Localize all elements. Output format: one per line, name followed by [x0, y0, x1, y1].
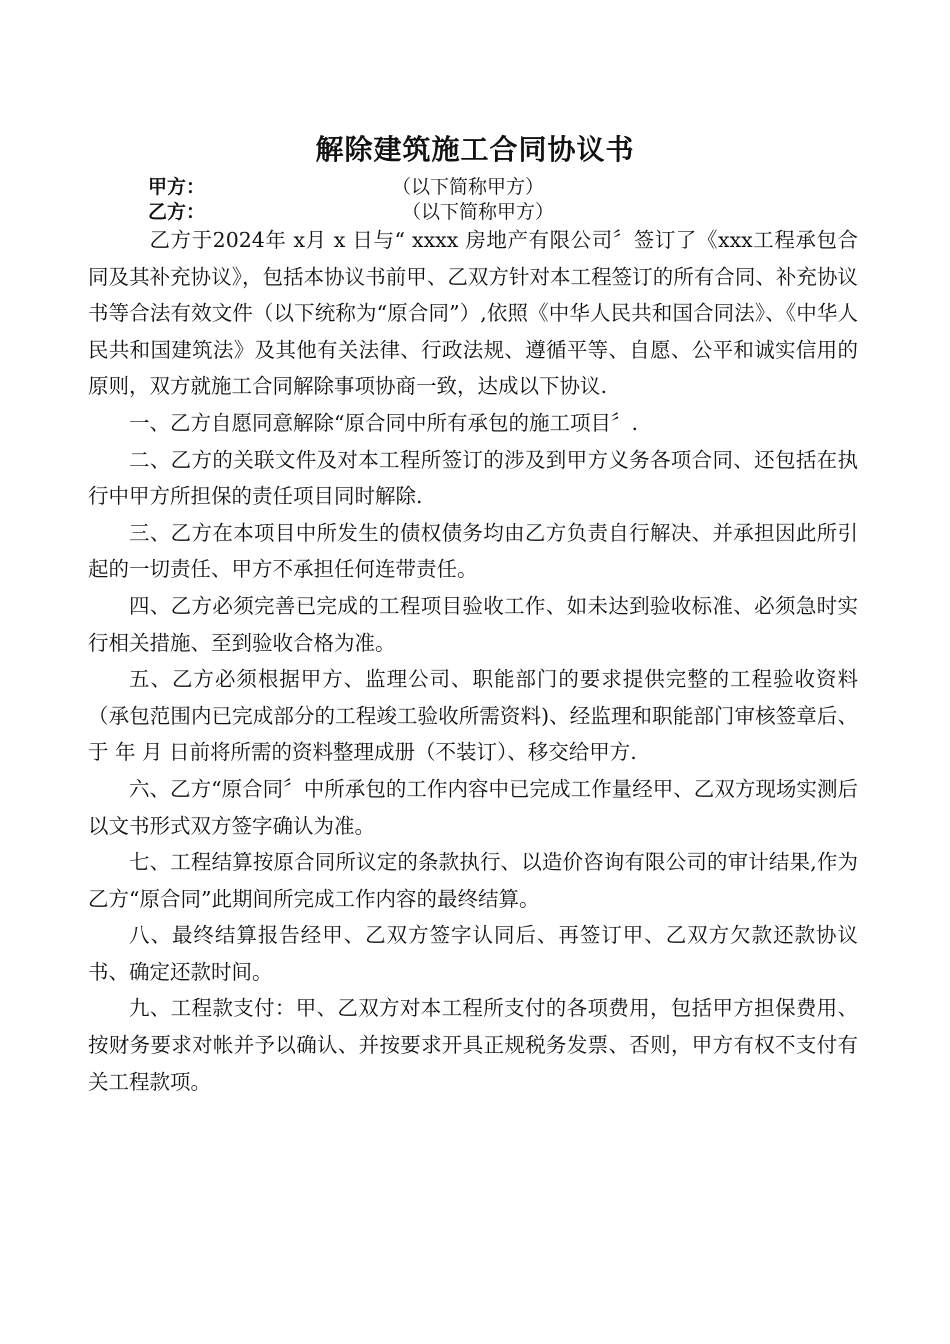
document-title: 解除建筑施工合同协议书: [315, 133, 635, 166]
document-body: [88, 222, 858, 1100]
clause-9: 九、工程款支付：甲、乙双方对本工程所支付的各项费用，包括甲方担保费用、按财务要求对帐并予以确认、并按要求开具正规税务发票、否则，甲方有权不支付有关工程款项。: [88, 996, 858, 1094]
party-a-note: （以下简称甲方）: [392, 176, 545, 198]
clause-5: 五、乙方必须根据甲方、监理公司、职能部门的要求提供完整的工程验收资料（承包范围内已完成部分的工程竣工验收所需资料)、经监理和职能部门审核签章后、 于 年 月 日前将所需的资料整理成册（不装订）、移交给甲方.: [88, 667, 858, 765]
clause-8: 八、最终结算报告经甲、乙双方签字认同后、再签订甲、乙双方欠款还款协议书、确定还款时间。: [88, 923, 858, 984]
clause-3: 三、乙方在本项目中所发生的债权债务均由乙方负责自行解决、并承担因此所引起的一切责任、甲方不承担任何连带责任。: [88, 520, 858, 582]
party-b-label: 乙方：: [148, 201, 206, 223]
clause-1: 一、乙方自愿同意解除“原合同中所有承包的施工项目〞.: [129, 410, 638, 435]
intro-paragraph: 乙方于2024年 x月 x 日与“ xxxx 房地产有限公司〞签订了《xxx工程承包合同及其补充协议》，包括本协议书前甲、乙双方针对本工程签订的所有合同、补充协议书等合法有效文件（以下统称为“原合同”）,依照《中华人民共和国合同法》、《中华人民共和国建筑法》及其他有关法律、行政法规、遵循平等、自愿、公平和诚实信用的原则，双方就施工合同解除事项协商一致，达成以下协议.: [88, 228, 858, 399]
clause-6: 六、乙方“原合同〞中所承包的工作内容中已完成工作量经甲、乙双方现场实测后以文书形式双方签字确认为准。: [88, 776, 858, 838]
party-a-label: 甲方：: [148, 176, 206, 198]
clause-4: 四、乙方必须完善已完成的工程项目验收工作、如未达到验收标准、必须急时实行相关措施、至到验收合格为准。: [88, 593, 858, 655]
clause-7: 七、工程结算按原合同所议定的条款执行、以造价咨询有限公司的审计结果,作为乙方“原合同”此期间所完成工作内容的最终结算。: [88, 850, 858, 911]
party-b-note: （以下简称甲方）: [402, 201, 555, 223]
clause-2: 二、乙方的关联文件及对本工程所签订的涉及到甲方义务各项合同、还包括在执行中甲方所担保的责任项目同时解除.: [88, 447, 858, 509]
